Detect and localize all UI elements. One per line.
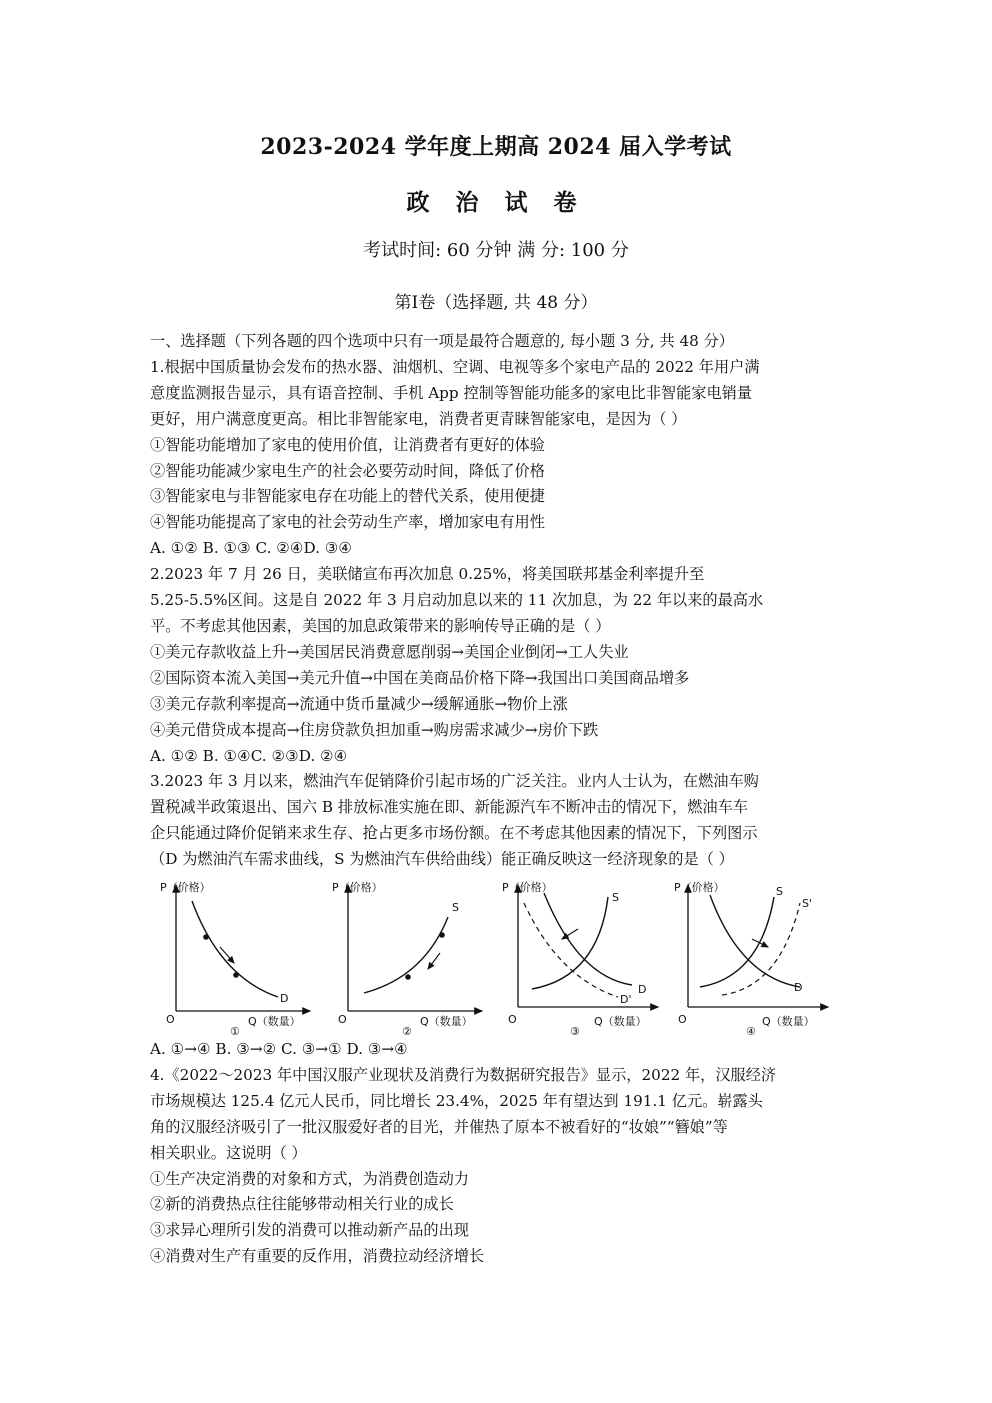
demand-curve-diagram-1 [150,877,325,1035]
graph-number: ④ [746,1025,756,1036]
question-text-line: （D 为燃油汽车需求曲线，S 为燃油汽车供给曲线）能正确反映这一经济现象的是（ ） [150,850,734,869]
statement-option: ②智能功能减少家电生产的社会必要劳动时间，降低了价格 [150,461,545,480]
quantity-axis-label: Q（数量） [248,1015,301,1029]
statement-option: ①生产决定消费的对象和方式，为消费创造动力 [150,1169,469,1188]
curve-label-d: D [280,992,289,1006]
question-text-line: 1.根据中国质量协会发布的热水器、油烟机、空调、电视等多个家电产品的 2022 年用户满 [150,357,760,376]
curve-label-d-prime: D' [620,993,632,1007]
curve-label-s: S [612,891,619,905]
curve-label-s: S [452,901,459,915]
statement-option: ①美元存款收益上升→美国居民消费意愿削弱→美国企业倒闭→工人失业 [150,642,629,661]
statement-option: ④美元借贷成本提高→住房贷款负担加重→购房需求减少→房价下跌 [150,720,599,739]
price-axis-label: P（价格） [332,881,383,895]
graph-4 [670,877,845,1035]
question-text-line: 平。不考虑其他因素，美国的加息政策带来的影响传导正确的是（ ） [150,616,611,635]
supply-demand-diagram-3 [498,877,673,1035]
statement-option: ③智能家电与非智能家电存在功能上的替代关系，使用便捷 [150,487,545,506]
statement-option: ④消费对生产有重要的反作用，消费拉动经济增长 [150,1247,485,1266]
statement-option: ③求异心理所引发的消费可以推动新产品的出现 [150,1221,469,1240]
question-text-line: 3.2023 年 3 月以来，燃油汽车促销降价引起市场的广泛关注。业内人士认为，在燃油车购 [150,772,759,791]
statement-option: ①智能功能增加了家电的使用价值，让消费者有更好的体验 [150,435,545,454]
question-text-line: 置税减半政策退出、国六 B 排放标准实施在即、新能源汽车不断冲击的情况下，燃油车车 [150,798,748,817]
price-axis-label: P（价格） [502,881,553,895]
curve-label-s-prime: S' [802,897,813,911]
subject-title: 政 治 试 卷 [406,189,586,216]
question-2 [150,562,845,769]
price-axis-label: P（价格） [160,881,211,895]
origin-label: O [508,1013,517,1027]
supply-demand-graphs [150,877,845,1035]
supply-curve-diagram-2 [324,877,499,1035]
question-text-line: 相关职业。这说明（ ） [150,1143,307,1162]
answer-choices: A. ①② B. ①③ C. ②④D. ③④ [150,539,353,558]
curve-label-s: S [776,885,783,899]
statement-option: ③美元存款利率提高→流通中货币量减少→缓解通胀→物价上涨 [150,694,568,713]
supply-demand-diagram-4 [670,877,845,1035]
graph-number: ② [402,1025,412,1036]
question-text-line: 意度监测报告显示，具有语音控制、手机 App 控制等智能功能多的家电比非智能家电销量 [150,383,753,402]
exam-body [150,329,845,1270]
statement-option: ②国际资本流入美国→美元升值→中国在美商品价格下降→我国出口美国商品增多 [150,668,690,687]
question-1 [150,355,845,562]
statement-option: ②新的消费热点往往能够带动相关行业的成长 [150,1195,454,1214]
quantity-axis-label: Q（数量） [762,1015,815,1029]
graph-1 [150,877,325,1035]
answer-choices: A. ①→④ B. ③→② C. ③→① D. ③→④ [150,1040,408,1059]
origin-label: O [166,1013,175,1027]
question-text-line: 4.《2022～2023 年中国汉服产业现状及消费行为数据研究报告》显示，2022 年，汉服经济 [150,1065,777,1084]
question-text-line: 5.25-5.5%区间。这是自 2022 年 3 月启动加息以来的 11 次加息，为 22 年以来的最高水 [150,591,764,610]
question-text-line: 更好，用户满意度更高。相比非智能家电，消费者更青睐智能家电，是因为（ ） [150,409,687,428]
question-text-line: 市场规模达 125.4 亿元人民币，同比增长 23.4%，2025 年有望达到 191.1 亿元。崭露头 [150,1091,763,1110]
origin-label: O [338,1013,347,1027]
statement-option: ④智能功能提高了家电的社会劳动生产率，增加家电有用性 [150,513,545,532]
graph-number: ① [230,1025,240,1036]
graph-3 [498,877,673,1035]
question-3 [150,769,845,1063]
question-text-line: 2.2023 年 7 月 26 日，美联储宣布再次加息 0.25%，将美国联邦基金利率提升至 [150,565,705,584]
exam-title: 2023-2024 学年度上期高 2024 届入学考试 [260,134,732,160]
quantity-axis-label: Q（数量） [594,1015,647,1029]
exam-info: 考试时间: 60 分钟 满 分: 100 分 [363,240,629,261]
graph-number: ③ [570,1025,580,1036]
section-instructions: 一、选择题（下列各题的四个选项中只有一项是最符合题意的, 每小题 3 分, 共 48 分） [150,332,734,350]
curve-label-d: D [794,981,803,995]
answer-choices: A. ①② B. ①④C. ②③D. ②④ [150,746,348,765]
curve-label-d: D [638,983,647,997]
question-4 [150,1063,845,1270]
question-text-line: 企只能通过降价促销来求生存、抢占更多市场份额。在不考虑其他因素的情况下，下列图示 [150,824,758,843]
origin-label: O [678,1013,687,1027]
part-title: 第Ⅰ卷（选择题, 共 48 分） [394,293,598,313]
price-axis-label: P（价格） [674,881,725,895]
question-text-line: 角的汉服经济吸引了一批汉服爱好者的目光，并催热了原本不被看好的“妆娘”“簪娘”等 [150,1117,728,1136]
quantity-axis-label: Q（数量） [420,1015,473,1029]
graph-2 [324,877,499,1035]
